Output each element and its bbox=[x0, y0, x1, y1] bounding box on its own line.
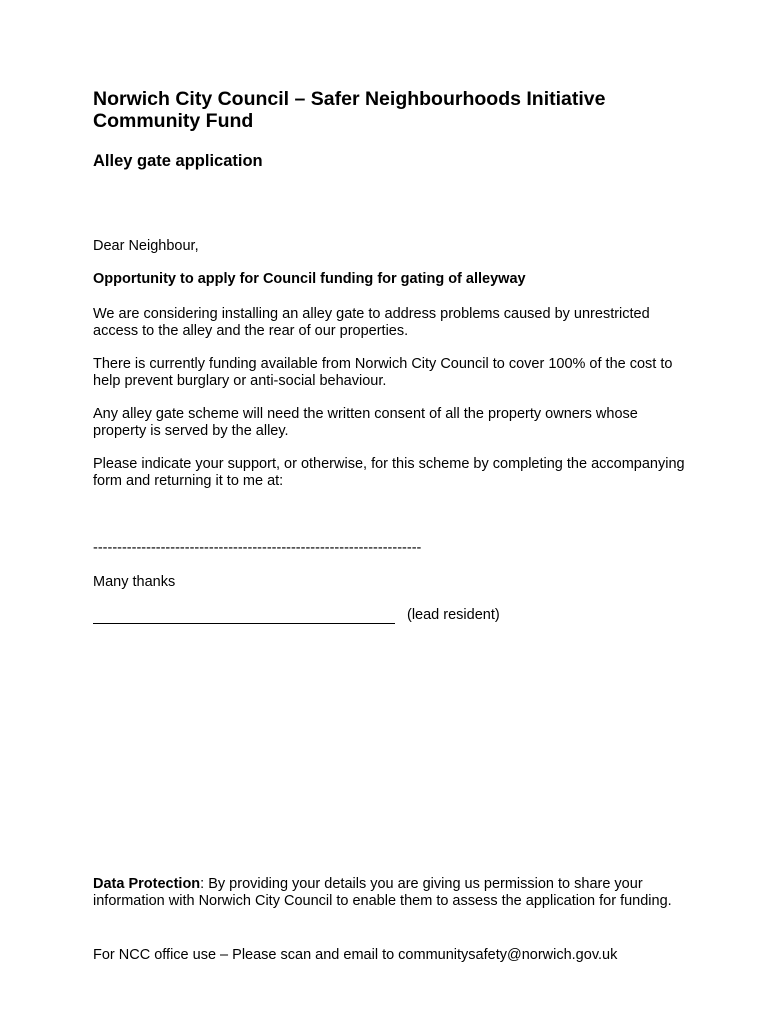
office-use-note: For NCC office use – Please scan and email to communitysafety@norwich.gov.uk bbox=[93, 947, 618, 963]
closing: Many thanks bbox=[93, 574, 176, 590]
document-title: Norwich City Council – Safer Neighbourhoods Initiative Community Fund bbox=[93, 88, 606, 132]
letter-heading: Opportunity to apply for Council funding for gating of alleyway bbox=[93, 271, 526, 287]
letter-page bbox=[93, 0, 693, 1024]
salutation: Dear Neighbour, bbox=[93, 238, 199, 254]
document-subtitle: Alley gate application bbox=[93, 152, 263, 170]
data-protection-text: : By providing your details you are giving us permission to share your information with Norwich City Council to enable them to assess the application for funding. bbox=[93, 876, 672, 909]
signature-row bbox=[93, 607, 693, 624]
data-protection-label: Data Protection bbox=[93, 876, 201, 892]
signature-line bbox=[93, 608, 395, 624]
paragraph: We are considering installing an alley gate to address problems caused by unrestricted access to the alley and the rear of our properties. bbox=[93, 306, 650, 339]
paragraph: There is currently funding available from Norwich City Council to cover 100% of the cost to help prevent burglary or anti-social behaviour. bbox=[93, 356, 673, 389]
signature-label: (lead resident) bbox=[407, 607, 500, 623]
paragraph: Please indicate your support, or otherwise, for this scheme by completing the accompanying form and returning it to me at: bbox=[93, 456, 685, 489]
data-protection-notice bbox=[93, 876, 693, 910]
paragraph: Any alley gate scheme will need the written consent of all the property owners whose property is served by the alley. bbox=[93, 406, 638, 439]
address-line: -------------------------------------------------------------------- bbox=[93, 540, 422, 556]
